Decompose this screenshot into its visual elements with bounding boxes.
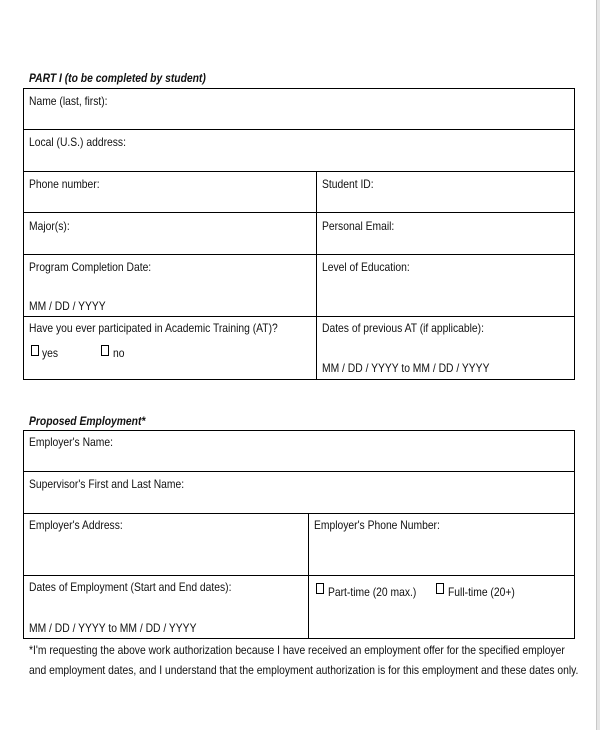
- part-time-checkbox[interactable]: [316, 583, 324, 594]
- part-time-label: Part-time (20 max.): [328, 585, 417, 599]
- name-field[interactable]: Name (last, first):: [29, 94, 108, 108]
- divider: [23, 171, 575, 172]
- divider: [23, 513, 575, 514]
- supervisor-name-field[interactable]: Supervisor's First and Last Name:: [29, 477, 185, 491]
- local-address-field[interactable]: Local (U.S.) address:: [29, 135, 126, 149]
- previous-at-date-format: MM / DD / YYYY to MM / DD / YYYY: [322, 361, 490, 375]
- divider: [23, 471, 575, 472]
- no-label: no: [113, 346, 125, 360]
- personal-email-field[interactable]: Personal Email:: [322, 219, 395, 233]
- date-format-hint: MM / DD / YYYY: [29, 299, 106, 313]
- footnote-line-1: *I'm requesting the above work authorization because I have received an employment offer for the specified employer: [29, 643, 565, 657]
- employment-table: [23, 430, 575, 639]
- column-divider: [316, 171, 317, 380]
- education-level-field[interactable]: Level of Education:: [322, 260, 410, 274]
- divider: [23, 254, 575, 255]
- employer-name-field[interactable]: Employer's Name:: [29, 435, 113, 449]
- employment-date-format: MM / DD / YYYY to MM / DD / YYYY: [29, 621, 197, 635]
- part1-heading: PART I (to be completed by student): [29, 71, 206, 85]
- divider: [23, 316, 575, 317]
- full-time-label: Full-time (20+): [448, 585, 515, 599]
- divider: [23, 212, 575, 213]
- part1-table: [23, 88, 575, 380]
- employment-heading: Proposed Employment*: [29, 414, 146, 428]
- phone-number-field[interactable]: Phone number:: [29, 177, 100, 191]
- majors-field[interactable]: Major(s):: [29, 219, 70, 233]
- full-time-checkbox[interactable]: [436, 583, 444, 594]
- employer-phone-field[interactable]: Employer's Phone Number:: [314, 518, 440, 532]
- program-completion-date-field[interactable]: Program Completion Date:: [29, 260, 152, 274]
- yes-checkbox[interactable]: [31, 345, 39, 356]
- yes-label: yes: [42, 346, 59, 360]
- divider: [23, 575, 575, 576]
- divider: [23, 129, 575, 130]
- employer-address-field[interactable]: Employer's Address:: [29, 518, 123, 532]
- column-divider: [308, 513, 309, 639]
- no-checkbox[interactable]: [101, 345, 109, 356]
- academic-training-question: Have you ever participated in Academic Training (AT)?: [29, 321, 278, 335]
- previous-at-dates-field[interactable]: Dates of previous AT (if applicable):: [322, 321, 484, 335]
- footnote-line-2: and employment dates, and I understand that the employment authorization is for this employment and these dates only.: [29, 663, 579, 677]
- employment-dates-field[interactable]: Dates of Employment (Start and End dates):: [29, 580, 232, 594]
- student-id-field[interactable]: Student ID:: [322, 177, 374, 191]
